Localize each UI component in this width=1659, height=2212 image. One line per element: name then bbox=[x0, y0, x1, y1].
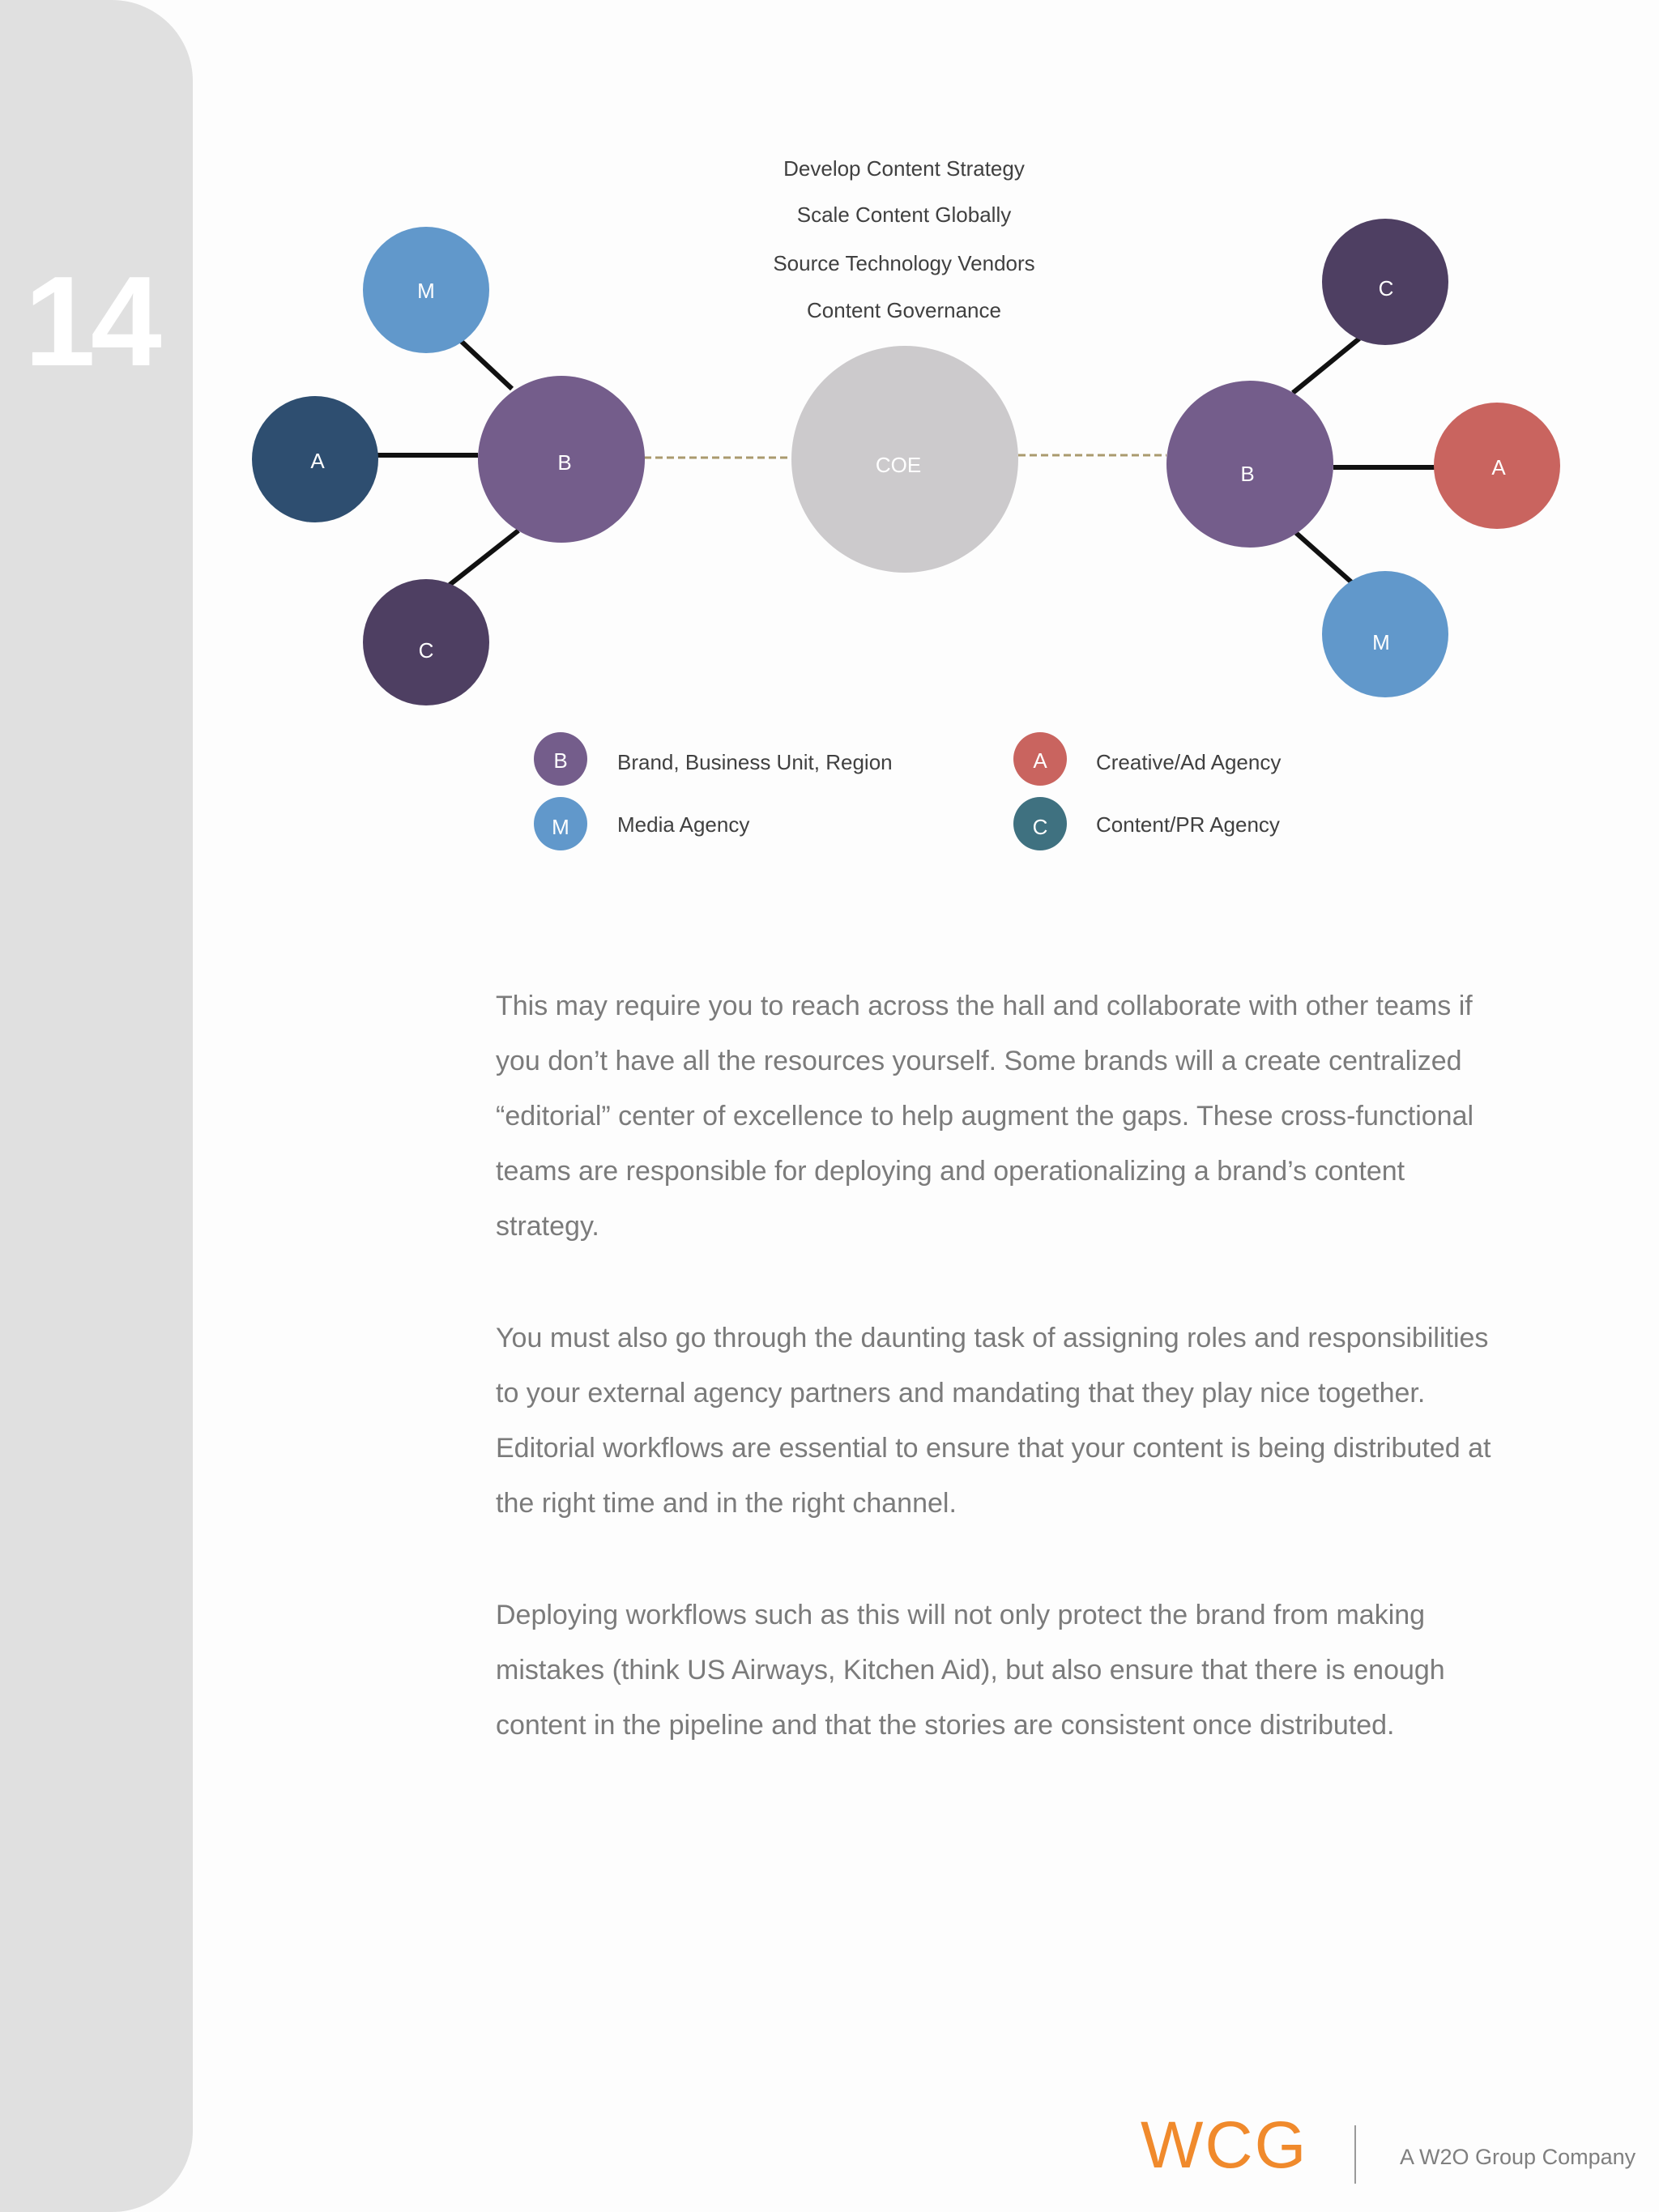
page-number: 14 bbox=[24, 250, 157, 393]
company-tagline: A W2O Group Company bbox=[1400, 2145, 1636, 2169]
body-paragraph-1: This may require you to reach across the hall and collaborate with other teams if you don’t have all the resources yourself. Some brands will a create centralized “editorial” center of excellence to help augment the gaps. These cross-functional teams are responsible for deploying and operationalizing a brand’s content strategy. bbox=[496, 991, 1474, 1242]
legend-brand-label: Brand, Business Unit, Region bbox=[617, 750, 893, 774]
coe-label: COE bbox=[875, 453, 922, 477]
legend-creative-letter: A bbox=[1033, 748, 1047, 773]
right-node-a-label: A bbox=[1491, 455, 1506, 479]
diagram-caption-2: Scale Content Globally bbox=[796, 202, 1012, 227]
body-paragraph-2: You must also go through the daunting task of assigning roles and responsibilities to your external agency partners and mandating that they play nice together. Editorial workflows are essential to ensure that your content is being distributed at the right time and in the right channel. bbox=[496, 1323, 1491, 1519]
wcg-logo: WCG bbox=[1141, 2108, 1308, 2182]
right-node-m-label: M bbox=[1372, 630, 1390, 654]
right-spoke-c bbox=[1293, 339, 1359, 393]
left-spoke-c bbox=[450, 531, 518, 585]
left-node-a-label: A bbox=[310, 449, 325, 473]
left-node-m-label: M bbox=[417, 279, 435, 303]
left-spoke-m bbox=[460, 340, 512, 389]
right-spoke-m bbox=[1296, 533, 1354, 585]
logo-divider bbox=[1354, 2125, 1356, 2184]
left-hub-b-label: B bbox=[557, 450, 572, 475]
body-paragraph-3: Deploying workflows such as this will not only protect the brand from making mistakes (think US Airways, Kitchen Aid), but also ensure that there is enough content in the pipeline and that the stories are consistent once distributed. bbox=[496, 1600, 1445, 1741]
left-node-c-label: C bbox=[418, 638, 434, 663]
diagram-caption-1: Develop Content Strategy bbox=[783, 156, 1025, 181]
right-node-c-label: C bbox=[1378, 276, 1394, 300]
legend-media-label: Media Agency bbox=[617, 812, 750, 837]
diagram-caption-4: Content Governance bbox=[807, 298, 1001, 322]
diagram-caption-3: Source Technology Vendors bbox=[773, 251, 1035, 275]
right-hub-b-label: B bbox=[1240, 462, 1255, 486]
legend-media-letter: M bbox=[552, 815, 569, 839]
legend-brand-letter: B bbox=[553, 748, 568, 773]
legend-content-letter: C bbox=[1032, 815, 1048, 839]
legend-creative-label: Creative/Ad Agency bbox=[1096, 750, 1282, 774]
legend-content-label: Content/PR Agency bbox=[1096, 812, 1280, 837]
